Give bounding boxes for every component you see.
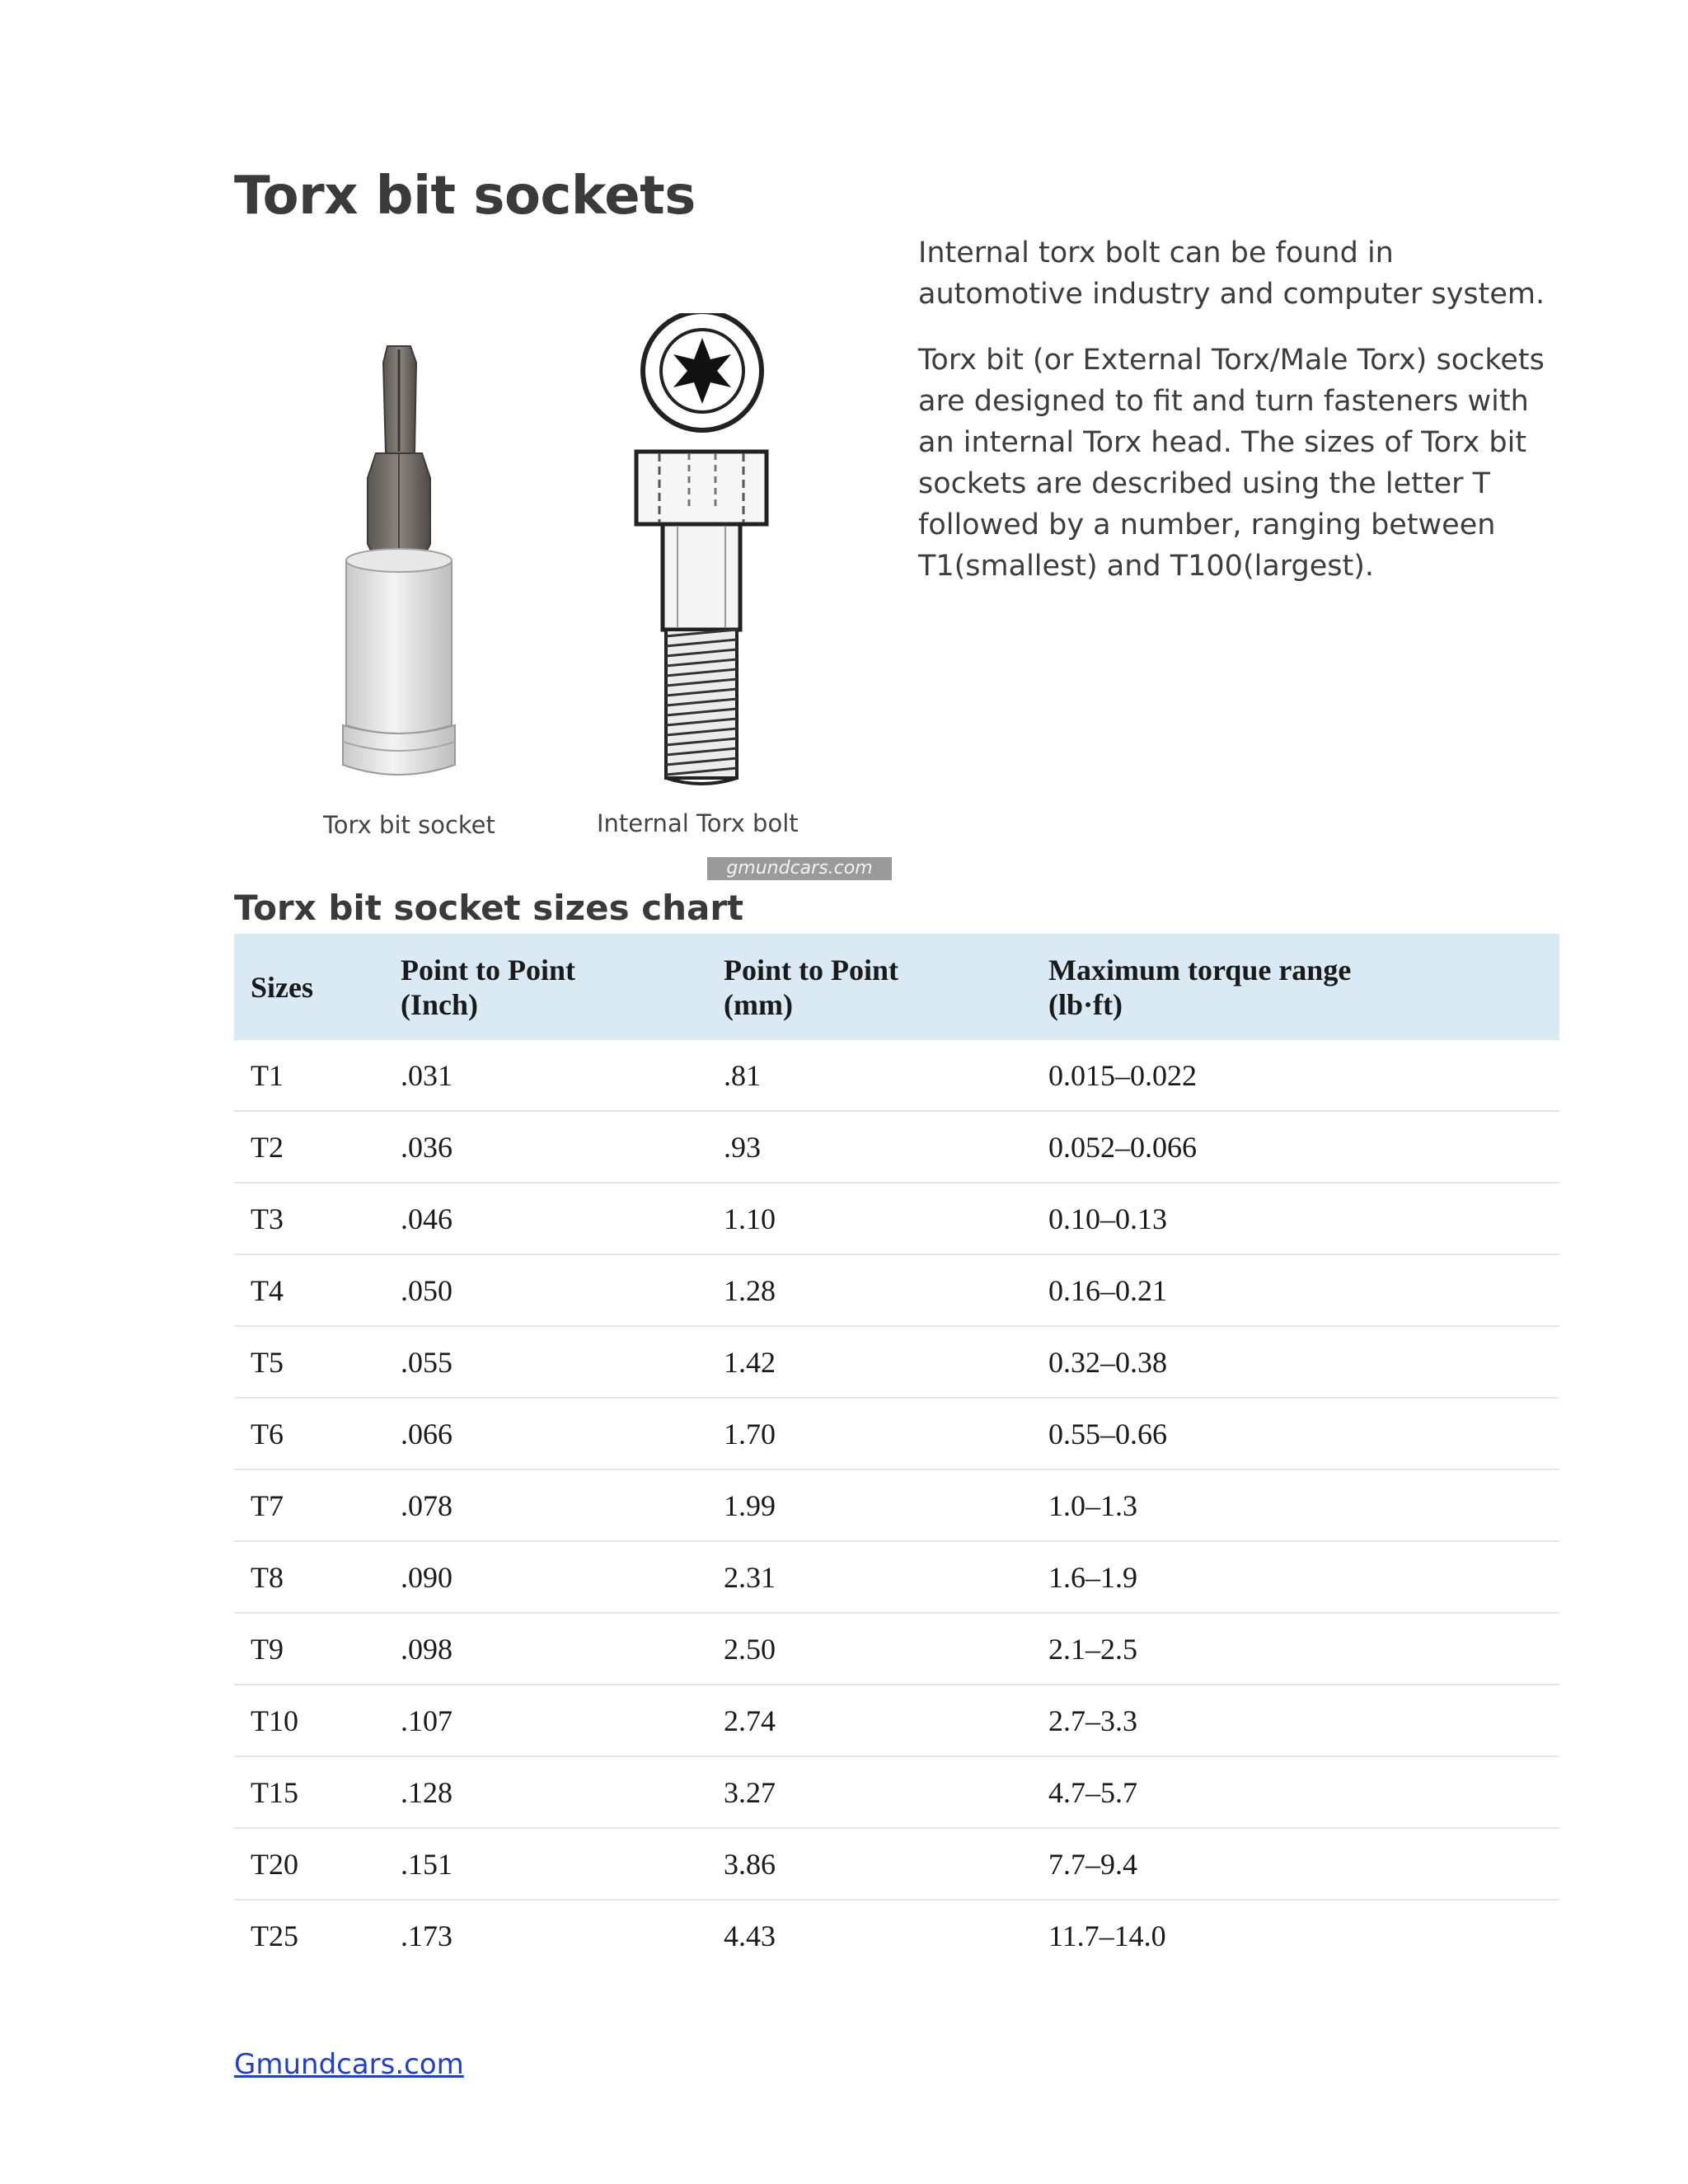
header-mm-line2: (mm) xyxy=(724,987,793,1021)
table-row xyxy=(234,1828,1559,1900)
cell-inch: .173 xyxy=(401,1919,452,1952)
table-row xyxy=(234,1541,1559,1613)
internal-torx-bolt-icon xyxy=(636,313,767,784)
cell-mm: 4.43 xyxy=(724,1919,776,1952)
cell-size: T3 xyxy=(234,1183,384,1254)
cell-mm: 2.74 xyxy=(707,1685,1032,1756)
cell-size: T4 xyxy=(234,1254,384,1326)
watermark: gmundcars.com xyxy=(707,857,892,880)
cell-size: T1 xyxy=(234,1040,384,1111)
header-mm xyxy=(707,934,1032,1040)
cell-mm: 2.50 xyxy=(707,1613,1032,1685)
cell-mm: 1.10 xyxy=(707,1183,1032,1254)
cell-inch: .066 xyxy=(384,1398,707,1469)
table-row xyxy=(234,1900,1559,1971)
table-row xyxy=(234,1040,1559,1111)
cell-torque: 0.55–0.66 xyxy=(1032,1398,1559,1469)
cell-torque: 2.1–2.5 xyxy=(1032,1613,1559,1685)
table-row xyxy=(234,1254,1559,1326)
header-torque xyxy=(1032,934,1559,1040)
intro-paragraph-2: Torx bit (or External Torx/Male Torx) sockets are designed to fit and turn fasteners with an internal Torx head. The sizes of Torx bit sockets are described using the letter T followed by a number, ranging between T1(smallest) and T100(largest). xyxy=(918,344,1545,583)
cell-mm: 3.86 xyxy=(707,1828,1032,1900)
table-row xyxy=(234,1756,1559,1828)
cell-inch: .151 xyxy=(384,1828,707,1900)
cell-torque: 1.6–1.9 xyxy=(1032,1541,1559,1613)
cell-torque: 0.10–0.13 xyxy=(1032,1183,1559,1254)
torx-sizes-table xyxy=(234,934,1559,1971)
header-size-label: Sizes xyxy=(251,970,313,1004)
cell-mm: 1.42 xyxy=(707,1326,1032,1398)
cell-torque: 1.0–1.3 xyxy=(1032,1469,1559,1541)
cell-torque: 4.7–5.7 xyxy=(1032,1756,1559,1828)
torx-bit-socket-icon xyxy=(343,346,455,775)
cell-torque: 2.7–3.3 xyxy=(1032,1685,1559,1756)
bolt-caption: Internal Torx bolt xyxy=(597,809,799,837)
table-header-row xyxy=(234,934,1559,1040)
cell-mm: 2.31 xyxy=(707,1541,1032,1613)
cell-inch: .090 xyxy=(384,1541,707,1613)
cell-mm: 3.27 xyxy=(707,1756,1032,1828)
cell-size: T10 xyxy=(234,1685,384,1756)
cell-torque: 0.052–0.066 xyxy=(1032,1111,1559,1183)
cell-torque: 0.015–0.022 xyxy=(1032,1040,1559,1111)
page-title: Torx bit sockets xyxy=(234,166,696,227)
cell-torque: 0.32–0.38 xyxy=(1032,1326,1559,1398)
cell-size: T15 xyxy=(234,1756,384,1828)
cell-torque: 11.7–14.0 xyxy=(1048,1919,1166,1952)
torx-illustration-drawing xyxy=(305,313,892,882)
gmundcars-link[interactable]: Gmundcars.com xyxy=(234,2048,464,2081)
cell-inch: .078 xyxy=(384,1469,707,1541)
table-row xyxy=(234,1685,1559,1756)
cell-mm: 1.70 xyxy=(707,1398,1032,1469)
cell-mm: .93 xyxy=(707,1111,1032,1183)
cell-inch: .031 xyxy=(384,1040,707,1111)
cell-inch: .036 xyxy=(384,1111,707,1183)
cell-mm: .81 xyxy=(707,1040,1032,1111)
table-row xyxy=(234,1613,1559,1685)
header-torque-line1: Maximum torque range xyxy=(1048,953,1352,987)
table-row xyxy=(234,1469,1559,1541)
cell-size: T9 xyxy=(234,1613,384,1685)
cell-torque: 7.7–9.4 xyxy=(1032,1828,1559,1900)
cell-mm: 1.28 xyxy=(707,1254,1032,1326)
cell-size: T8 xyxy=(234,1541,384,1613)
cell-torque: 0.16–0.21 xyxy=(1032,1254,1559,1326)
header-mm-line1: Point to Point xyxy=(724,953,898,987)
socket-caption: Torx bit socket xyxy=(323,811,495,839)
header-torque-line2: (lb·ft) xyxy=(1048,987,1123,1021)
cell-inch: .107 xyxy=(384,1685,707,1756)
cell-inch: .055 xyxy=(384,1326,707,1398)
cell-size: T2 xyxy=(234,1111,384,1183)
table-row xyxy=(234,1183,1559,1254)
header-inch xyxy=(384,934,707,1040)
cell-inch: .050 xyxy=(384,1254,707,1326)
intro-paragraph-1: Internal torx bolt can be found in automotive industry and computer system. xyxy=(918,237,1545,311)
cell-inch: .098 xyxy=(384,1613,707,1685)
header-inch-line1: Point to Point xyxy=(401,953,575,987)
cell-size: T5 xyxy=(234,1326,384,1398)
intro-text xyxy=(918,232,1561,587)
header-size xyxy=(234,934,384,1040)
torx-illustration xyxy=(305,313,892,882)
cell-size: T25 xyxy=(251,1919,298,1952)
cell-mm: 1.99 xyxy=(707,1469,1032,1541)
header-inch-line2: (Inch) xyxy=(401,987,479,1021)
cell-size: T20 xyxy=(234,1828,384,1900)
table-row xyxy=(234,1111,1559,1183)
cell-inch: .046 xyxy=(384,1183,707,1254)
table-row xyxy=(234,1398,1559,1469)
chart-heading: Torx bit socket sizes chart xyxy=(234,888,744,928)
cell-size: T7 xyxy=(234,1469,384,1541)
cell-size: T6 xyxy=(234,1398,384,1469)
cell-inch: .128 xyxy=(384,1756,707,1828)
table-row xyxy=(234,1326,1559,1398)
